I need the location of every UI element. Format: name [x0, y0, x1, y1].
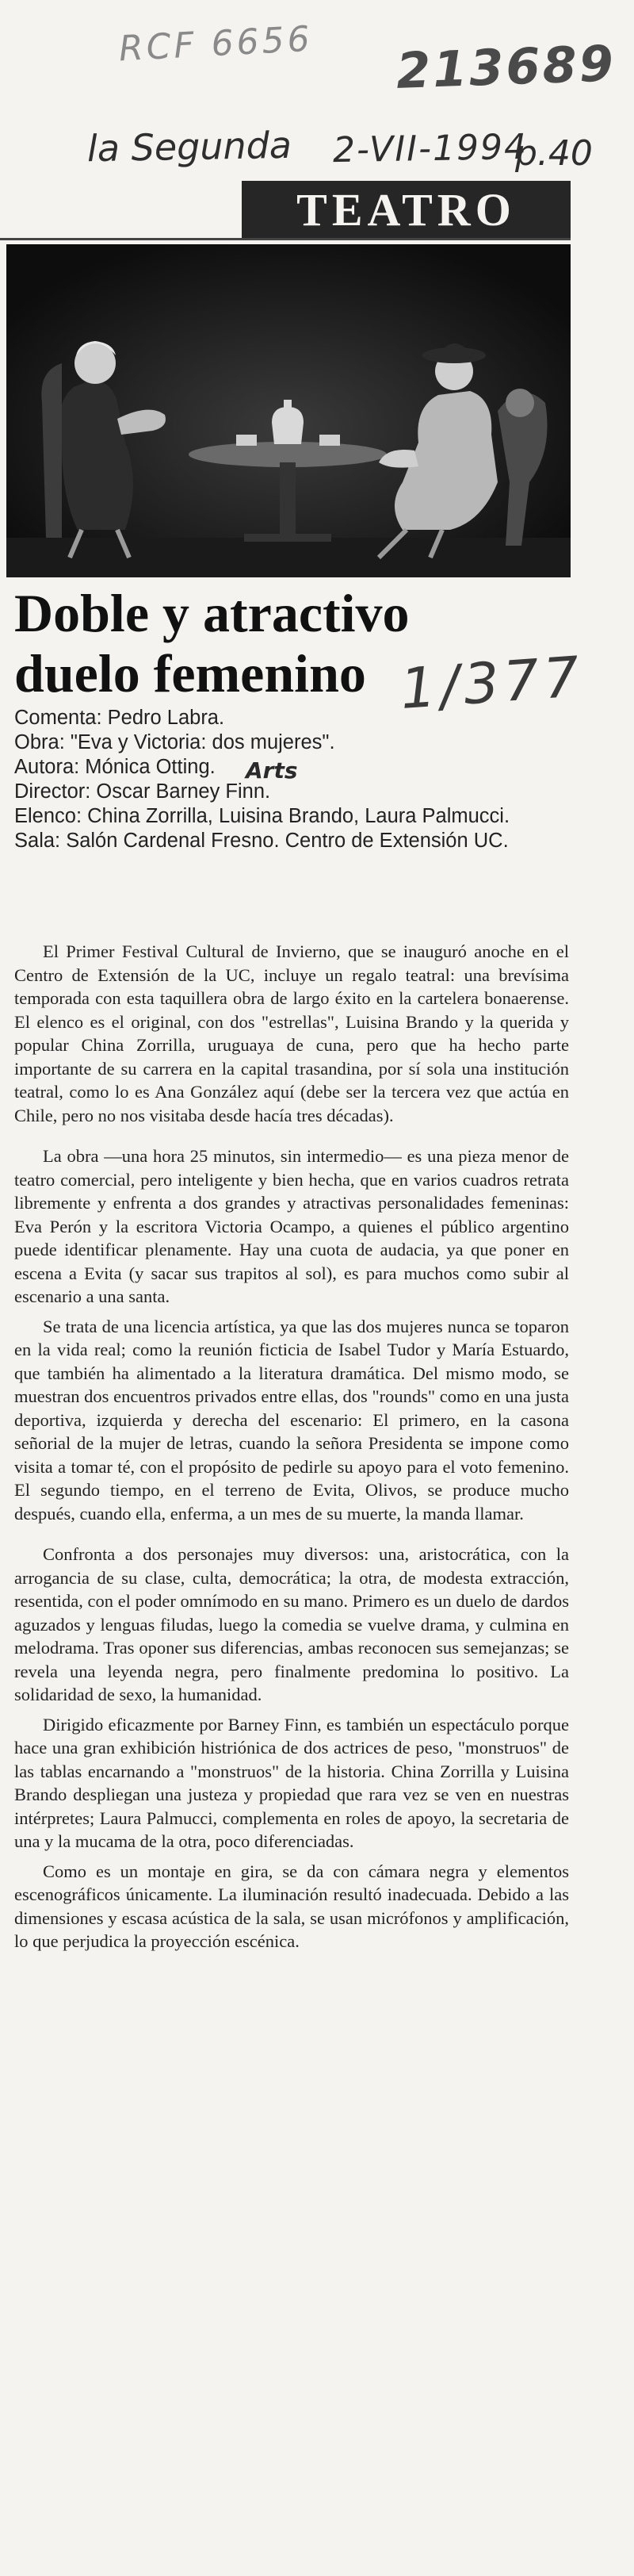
article-paragraph: Como es un montaje en gira, se da con cámara negra y elementos escenográficos únicamente. La iluminación resultó inadecuada. Debido a las dimensiones y escasa acústica de la sala, se usan micrófonos y amplificación, lo que perjudica la proyección escénica. [14, 1861, 569, 1951]
section-title: TEATRO [296, 183, 516, 236]
credit-reviewer: Comenta: Pedro Labra. [14, 707, 225, 729]
article-paragraph: Confronta a dos personajes muy diversos: una, aristocrática, con la arrogancia de su clase, culta, democrática; la otra, de modesta extracción, resentida, con el poder omnímodo en su mano. Primero es un duelo de dardos aguzados y lenguas filudas, luego la comedia se vuelve drama, y culmina en melodrama. Tras oponer sus diferencias, ambas reconocen sus semejanzas; se revela una leyenda negra, pero finalmente predomina lo positivo. La solidaridad de sexo, la humanidad. [14, 1544, 569, 1704]
archive-reference-handwritten: 1/377 [398, 644, 586, 722]
credit-director: Director: Oscar Barney Finn. [14, 780, 271, 803]
section-divider [0, 238, 571, 240]
archive-source-handwritten: la Segunda [86, 123, 292, 171]
article-credits [14, 706, 569, 853]
archive-record-number: 213689 [395, 34, 617, 100]
article-paragraph: Se trata de una licencia artística, ya que las dos mujeres nunca se toparon en la vida real; como la reunión ficticia de Isabel Tudor y María Estuardo, que también ha alimentado a la literatura dramática. Del mismo modo, se muestran dos encuentros privados entre ellas, dos "rounds" como en una justa deportiva, izquierda y derecha del escenario: El primero, en la casona señorial de la mujer de letras, cuando la señora Presidenta se impone como visita a tomar té, con el propósito de pedirle su apoyo para el voto femenino. El segundo tiempo, en el terreno de Evita, Olivos, se produce mucho después, cuando ella, enferma, a un mes de su muerte, la manda llamar. [14, 1316, 569, 1524]
credit-cast: Elenco: China Zorrilla, Luisina Brando, Laura Palmucci. [14, 805, 510, 827]
article-headline: Doble y atractivo duelo femenino [14, 583, 410, 703]
article-paragraph: Dirigido eficazmente por Barney Finn, es también un espectáculo porque hace una gran exhibición histriónica de dos actrices de peso, "monstruos" de las tablas encarnando a "monstruos" de la historia. China Zorrilla y Luisina Brando despliegan una justeza y propiedad que rara vez se ven en nuestras intérpretes; Laura Palmucci, complementa en roles de apoyo, la secretaria de una y la mucama de la otra, poco diferenciadas. [14, 1714, 569, 1851]
article-paragraph: El Primer Festival Cultural de Invierno, que se inauguró anoche en el Centro de Extensión de la UC, incluye un regalo teatral: una brevísima temporada con esta taquillera obra de largo éxito en la cartelera bonaerense. El elenco es el original, con dos "estrellas", Luisina Brando y la querida y popular China Zorrilla, uruguaya de cuna, pero que ha hecho parte importante de su carrera en la capital trasandina, por sí sola una institución teatral, como lo es Ana González aquí (debe ser la tercera vez que actúa en Chile, pero no nos visitaba desde hacía tres décadas). [14, 941, 569, 1125]
credit-play: Obra: "Eva y Victoria: dos mujeres". [14, 731, 335, 753]
archive-initials-handwritten: Arts [246, 757, 298, 784]
archive-date-handwritten: 2-VII-1994 [332, 126, 529, 171]
stage-scene-illustration [6, 244, 571, 577]
credit-venue: Sala: Salón Cardenal Fresno. Centro de Extensión UC. [14, 830, 509, 852]
archive-code-mark: RCF 6656 [117, 18, 314, 70]
stage-photo-icon [6, 244, 571, 577]
archive-page-handwritten: p.40 [515, 133, 593, 174]
credit-author: Autora: Mónica Otting. [14, 756, 216, 778]
section-header [242, 181, 571, 238]
article-paragraph: La obra —una hora 25 minutos, sin intermedio— es una pieza menor de teatro comercial, pero inteligente y bien hecha, que en varios cuadros retrata libremente y enfrenta a dos grandes y atractivas personalidades femeninas: Eva Perón y la escritora Victoria Ocampo, a quienes el público argentino puede identificar plenamente. Hay una cuota de audacia, ya que poner en escena a Evita (y sacar sus trapitos al sol), es para muchos como subir al escenario a una santa. [14, 1146, 569, 1306]
article-body [14, 940, 569, 1960]
